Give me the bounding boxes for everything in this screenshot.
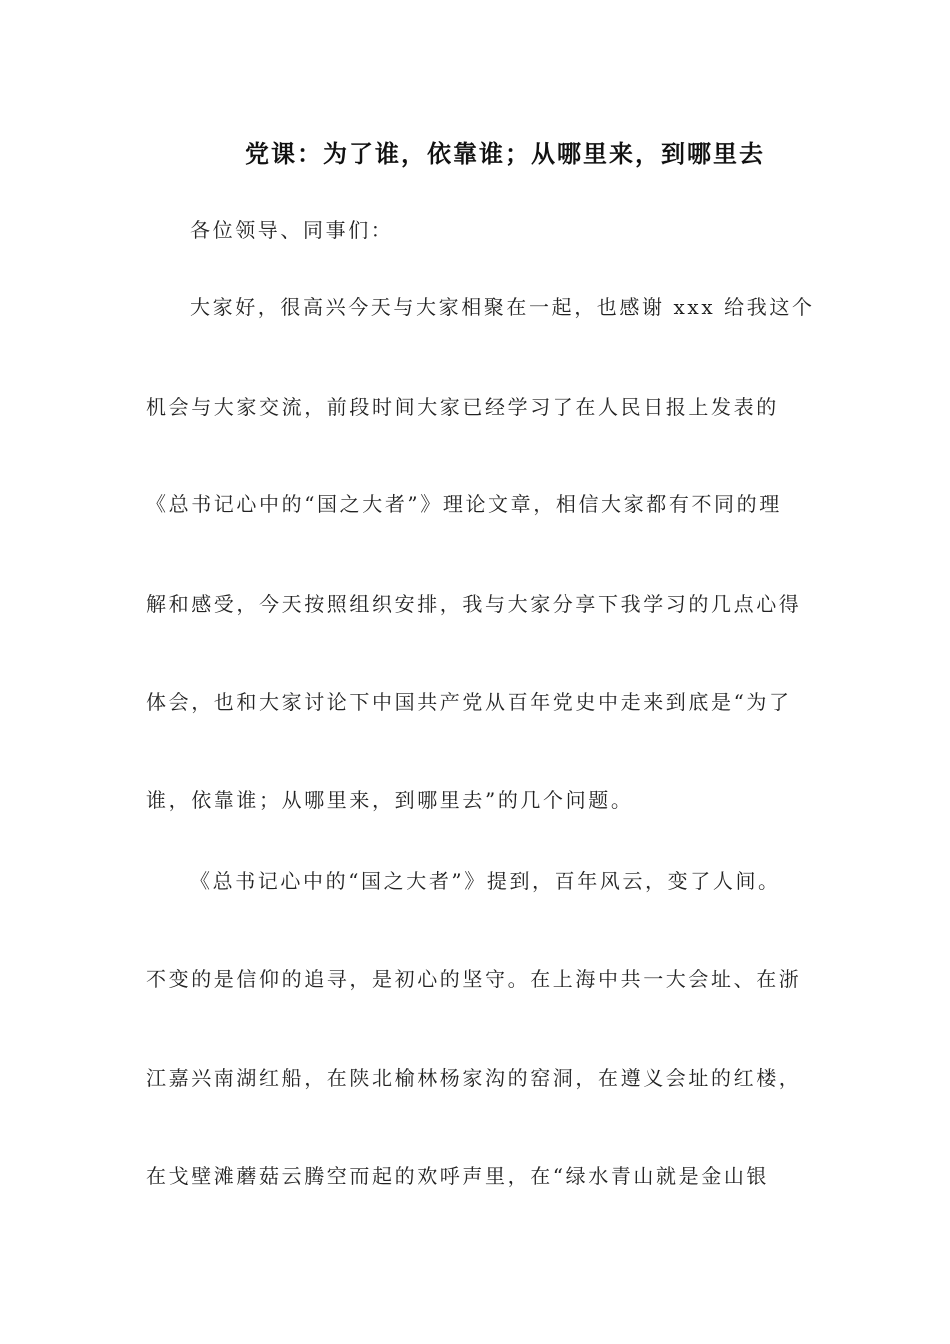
paragraph-line: 《总书记心中的“国之大者”》理论文章，相信大家都有不同的理 (146, 492, 782, 516)
salutation-line: 各位领导、同事们： (190, 218, 394, 242)
paragraph-line: 在戈壁滩蘑菇云腾空而起的欢呼声里，在“绿水青山就是金山银 (146, 1164, 770, 1188)
paragraph-line: 解和感受，今天按照组织安排，我与大家分享下我学习的几点心得 (146, 592, 802, 616)
paragraph-line: 《总书记心中的“国之大者”》提到，百年风云，变了人间。 (190, 869, 781, 893)
paragraph-line: 机会与大家交流，前段时间大家已经学习了在人民日报上发表的 (146, 395, 779, 419)
paragraph-line: 不变的是信仰的追寻，是初心的坚守。在上海中共一大会址、在浙 (146, 967, 802, 991)
title-text: 党课：为了谁，依靠谁；从哪里来，到哪里去 (245, 140, 765, 168)
document-title (0, 134, 950, 169)
paragraph-line: 江嘉兴南湖红船，在陕北榆林杨家沟的窑洞，在遵义会址的红楼， (146, 1066, 802, 1090)
paragraph-line: 大家好，很高兴今天与大家相聚在一起，也感谢 xxx 给我这个 (190, 295, 815, 319)
paragraph-line: 体会，也和大家讨论下中国共产党从百年党史中走来到底是“为了 (146, 690, 792, 714)
paragraph-line: 谁，依靠谁；从哪里来，到哪里去”的几个问题。 (146, 788, 634, 812)
